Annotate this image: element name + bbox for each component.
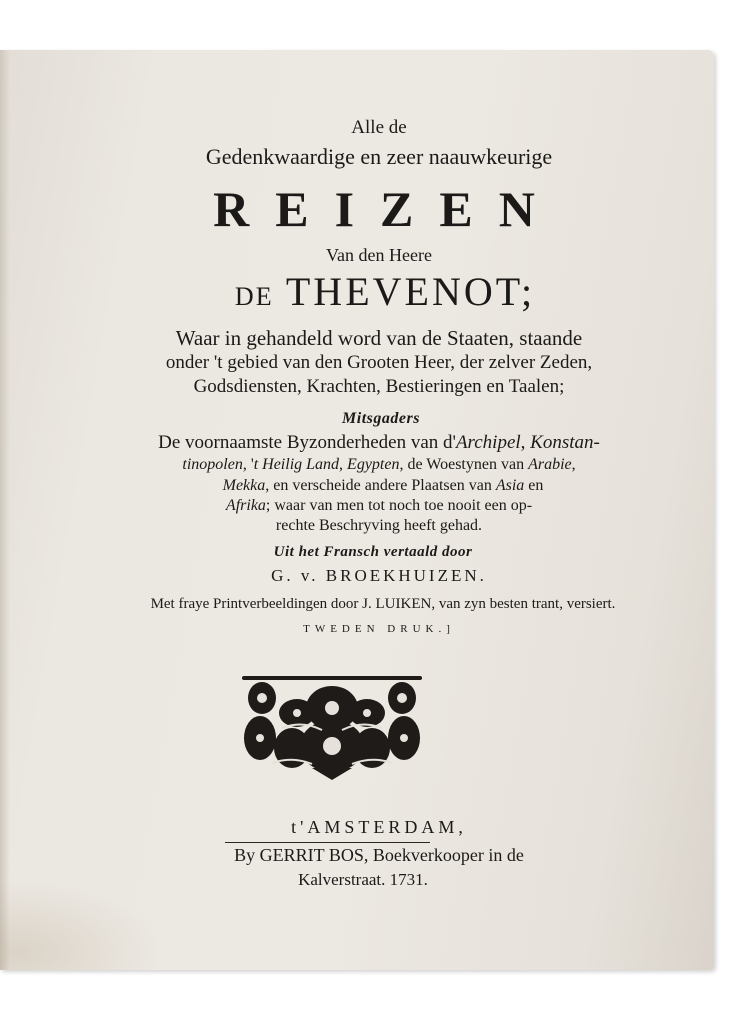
body-italic: Egypten bbox=[347, 456, 400, 473]
illustrations-note: Met fraye Printverbeeldingen door J. LUIKEN, van zyn besten trant, versiert. bbox=[150, 596, 616, 612]
imprint-address-year: Kalverstraat. 1731. bbox=[298, 870, 428, 889]
translation-note: Uit het Fransch vertaald door bbox=[273, 544, 473, 560]
body-italic: Archipel bbox=[455, 432, 521, 453]
imprint-publisher: By GERRIT BOS, Boekverkooper in de bbox=[234, 845, 524, 865]
body-line-1 bbox=[22, 432, 736, 454]
body-italic: Mekka bbox=[222, 477, 266, 494]
body-text: ; waar van men tot noch toe nooit een op- bbox=[265, 497, 533, 514]
translator-name: G. v. BROEKHUIZEN. bbox=[271, 566, 487, 585]
body-line-5: rechte Beschryving heeft gehad. bbox=[275, 517, 483, 534]
description-line-1: Waar in gehandeld word van de Staaten, staande bbox=[175, 326, 583, 350]
body-text: en bbox=[524, 477, 544, 494]
foxing-stain bbox=[0, 880, 160, 970]
edition-note: TWEDEN DRUK.] bbox=[303, 623, 455, 635]
body-line-3 bbox=[26, 477, 740, 495]
body-italic: Arabie bbox=[528, 456, 572, 473]
page-edge bbox=[0, 50, 10, 970]
intro-line: Alle de bbox=[351, 117, 407, 138]
body-line-2 bbox=[22, 456, 736, 474]
imprint-place: t'AMSTERDAM, bbox=[291, 817, 467, 837]
floral-woodcut-ornament bbox=[242, 668, 422, 780]
body-text: , de Woestynen van bbox=[399, 456, 529, 473]
body-italic: t Heilig Land bbox=[253, 456, 340, 473]
body-text: , bbox=[520, 432, 531, 453]
body-italic: Asia bbox=[495, 477, 525, 494]
author-intro: Van den Heere bbox=[326, 245, 432, 265]
subtitle-line: Gedenkwaardige en zeer naauwkeurige bbox=[205, 144, 553, 169]
body-text: De voornaamste Byzonderheden van d' bbox=[158, 432, 456, 453]
description-line-2: onder 't gebied van den Grooten Heer, der zelver Zeden, bbox=[165, 352, 593, 373]
body-text: , en verscheide andere Plaatsen van bbox=[265, 477, 496, 494]
body-italic: Afrika bbox=[225, 497, 266, 514]
description-line-3: Godsdiensten, Krachten, Bestieringen en Taalen; bbox=[193, 376, 565, 397]
mitsgaders-heading: Mitsgaders bbox=[342, 410, 420, 427]
author-surname: THEVENOT; bbox=[285, 269, 536, 314]
author-name bbox=[28, 268, 742, 315]
body-line-4 bbox=[22, 497, 736, 515]
body-text: , ' bbox=[242, 456, 254, 473]
body-text: , bbox=[339, 456, 348, 473]
main-title: REIZEN bbox=[213, 181, 561, 237]
imprint-rule bbox=[225, 842, 430, 843]
body-italic: Konstan- bbox=[530, 432, 600, 453]
body-text: , bbox=[571, 456, 576, 473]
body-italic: tinopolen bbox=[182, 456, 243, 473]
author-prefix: DE bbox=[234, 282, 274, 311]
